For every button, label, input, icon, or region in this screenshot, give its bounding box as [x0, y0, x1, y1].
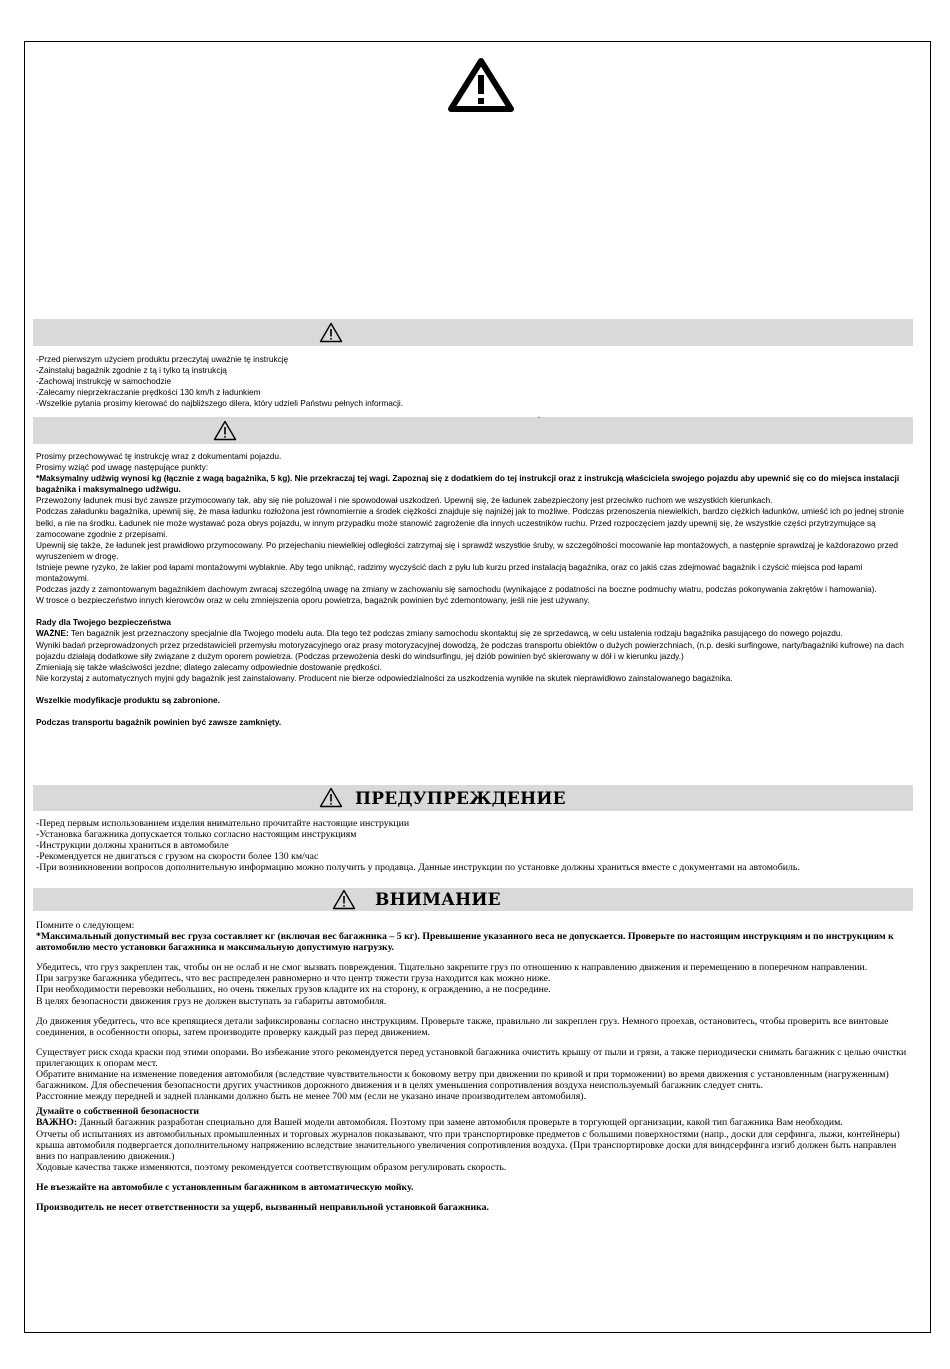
paragraph: Prosimy przechowywać tę instrukcję wraz z dokumentami pojazdu. [36, 451, 282, 461]
max-load-text: *Максимальный допустимый вес груза составляет кг (включая вес багажника – 5 кг). Превышение указанного веса не допускается. Проверьте по настоящим инструкциям и по инструкциям к автомобилю место установки багажника и максимальную допустимую нагрузку. [36, 931, 894, 954]
list-item: -Инструкции должны храниться в автомобиле [36, 840, 229, 852]
ru-attention-title: ВНИМАНИЕ [375, 890, 501, 910]
important-label: ВАЖНО: [36, 1117, 78, 1129]
ru-attention-body [36, 920, 908, 1213]
pl-warning-body [36, 451, 908, 728]
warning-icon [319, 322, 343, 343]
paragraph: Убедитесь, что груз закреплен так, чтобы он не ослаб и не смог вызвать повреждения. Тщательно закрепите груз по отношению к направлению движения и перемещению в поперечном направлении. При загрузке багажника убедитесь, что вес распределен равномерно и что центр тяжести груза находится как можно ниже. При необходимости перевозки небольших, но очень тяжелых грузов кладите их на сторону, к ограждению, а не посредине. В целях безопасности движения груз не должен выступать за габариты автомобиля. [36, 962, 868, 1007]
paragraph: Существует риск схода краски под этими опорами. Во избежание этого рекомендуется перед установкой багажника очистить крышу от пыли и грязи, а также периодически снимать багажник с целью очистки прилегающих к опорам мест. Обратите внимание на изменение поведения автомобиля (вследствие чувствительности к боковому ветру при движении по кривой и при торможении) во время движения с установленным (нагруженным) багажником. Для обеспечения безопасности других участников дорожного движения и в целях уменьшения сопротивления воздуха неиспользуемый багажник следует снять. Расстояние между передней и задней планками должно быть не менее 700 мм (если не указано иначе производителем автомобиля). [36, 1046, 907, 1103]
list-item: -Zainstaluj bagażnik zgodnie z tą i tylko tą instrukcją [36, 365, 227, 376]
paragraph: Prosimy wziąć pod uwagę następujące punkty: [36, 462, 209, 473]
important-label: WAŻNE: [36, 628, 69, 639]
stray-mark: ´ [538, 416, 541, 425]
liability-text: Производитель не несет ответственности за ущерб, вызванный неправильной установкой багажника. [36, 1201, 489, 1213]
no-modifications-text: Wszelkie modyfikacje produktu są zabronione. [36, 694, 220, 705]
paragraph: Wyniki badań przeprowadzonych przez przedstawicieli przemysłu motoryzacyjnego oraz prasy motoryzacyjnej dowodzą, że podczas transportu obiektów o dużych powierzchniach, (n.p. deski surfingowe, narty/bagażniki kufrowe) na dach pojazdu działają dodatkowe siły związane z dużym oporem powietrza. (Podczas przewożenia deski do windsurfingu, jej dziób powinien być skierowany w dół i w kierunku jazdy.) Zmieniają się także właściwości jezdne; dlatego zalecamy odpowiednie dostowanie prędkości. Nie korzystaj z automatycznych myjni gdy bagażnik jest zainstalowany. Producent nie bierze odpowiedzialności za uszkodzenia wynikłe na skutek nieprawidłowo zainstalowanego bagażnika. [36, 639, 904, 683]
list-item: -Установка багажника допускается только согласно настоящим инструкциям [36, 829, 357, 841]
paragraph: Отчеты об испытаниях из автомобильных промышленных и торговых журналов показывают, что при транспортировке предметов с большими поверхностями (напр., доски для серфинга, лыжи, контейнеры) крыша автомобиля подвергается дополнительному напряжению вследствие значительного увеличения сопротивления воздуха. (При транспортировке доски для виндсерфинга изгиб должен быть направлен вниз по направлению движения.) Ходовые качества также изменяются, поэтому рекомендуется соответствующим образом регулировать скорость. [36, 1128, 900, 1173]
list-item: -Przed pierwszym użyciem produktu przeczytaj uważnie tę instrukcję [36, 354, 289, 364]
list-item: -Wszelkie pytania prosimy kierować do najbliższego dilera, który udzieli Państwu pełnych informacji. [36, 398, 404, 409]
max-load-text: *Maksymalny udźwig wynosi kg (łącznie z wagą bagażnika, 5 kg). Nie przekraczaj tej wagi. Zapoznaj się z dodatkiem do tej instrukcji oraz z instrukcją właściciela swojego pojazdu aby upewnić się co do miejsca instalacji bagażnika i maksymalnego udźwigu. [36, 473, 900, 495]
warning-icon [319, 787, 343, 808]
safety-heading: Думайте о собственной безопасности [36, 1106, 199, 1118]
list-item: -Zalecamy nieprzekraczanie prędkości 130 km/h z ładunkiem [36, 387, 261, 398]
important-paragraph [36, 628, 908, 639]
list-item: -Zachowaj instrukcję w samochodzie [36, 376, 172, 387]
paragraph: До движения убедитесь, что все крепящиеся детали зафиксированы согласно инструкциям. Проверьте также, правильно ли закреплен груз. Немного проехав, остановитесь, чтобы проверить все винтовые соединения, в особенности опоры, затем производите проверку каждый раз перед движением. [36, 1015, 889, 1038]
list-item: -Рекомендуется не двигаться с грузом на скорости более 130 км/час [36, 851, 319, 863]
section-band-ru-warning [33, 785, 913, 811]
closed-transport-text: Podczas transportu bagażnik powinien być zawsze zamknięty. [36, 716, 282, 727]
pl-notice-list [36, 354, 908, 409]
warning-icon [332, 889, 356, 910]
ru-warning-title: ПРЕДУПРЕЖДЕНИЕ [355, 789, 566, 809]
paragraph: Помните о следующем: [36, 920, 135, 931]
important-paragraph [36, 1117, 908, 1128]
paragraph: Przewożony ładunek musi być zawsze przymocowany tak, aby się nie poluzował i nie spowodował uszkodzeń. Upewnij się, że ładunek zabezpieczony jest przeciwko ruchom we wszystkich kierunkach. Podczas załadunku bagażnika, upewnij się, że masa ładunku rozłożona jest równomiernie a środek ciężkości znajduje się najniżej jak to możliwe. Podczas przenoszenia niewielkich, bardzo ciężkich ładunków, umieść ich po jednej stronie belki, a nie na środku. Ładunek nie może wystawać poza obrys pojazdu, w innym przypadku może stanowić zagrożenie dla innych uczestników ruchu. Przed rozpoczęciem jazdy upewnij się, że wszystkie części przytrzymujące są zamocowane zgodnie z przepisami. Upewnij się także, że ładunek jest prawidłowo przymocowany. Po przejechaniu niewielkiej odległości zatrzymaj się i sprawdź wszystkie śruby, w szczególności mocowanie łap montażowych, a następnie sprawdzaj je każdorazowo przed wyruszeniem w drogę. Istnieje pewne ryzyko, że lakier pod łapami montażowymi wyblaknie. Aby tego uniknąć, radzimy wyczyścić dach z pyłu lub kurzu przed instalacją bagażnika, oraz co jakiś czas zdejmować bagażnik i czyścić miejsca pod łapami montażowymi. Podczas jazdy z zamontowanym bagażnikiem dachowym zwracaj szczególną uwagę na zmiany w zachowaniu się samochodu (wynikające z podatności na boczne podmuchy wiatru, podczas pokonywania zakrętów i hamowania). W trosce o bezpieczeństwo innych kierowców oraz w celu zmniejszenia oporu powietrza, bagażnik powinien być zdemontowany, jeśli nie jest używany. [36, 495, 904, 606]
safety-heading: Rady dla Twojego bezpieczeństwa [36, 617, 171, 628]
important-text: Данный багажник разработан специально для Вашей модели автомобиля. Поэтому при замене автомобиля проверьте в торгующей организации, какой тип багажника Вам необходим. [77, 1117, 843, 1129]
warning-icon [213, 420, 237, 441]
section-band-pl-notice [33, 319, 913, 346]
section-band-ru-attention [33, 888, 913, 911]
section-band-pl-warning [33, 417, 913, 444]
ru-warning-list [36, 818, 908, 873]
list-item: -При возникновении вопросов дополнительную информацию можно получить у продавца. Данные инструкции по установке должны храниться вместе с документами на автомобиль. [36, 862, 800, 874]
list-item: -Перед первым использованием изделия внимательно прочитайте настоящие инструкции [36, 818, 410, 829]
no-carwash-text: Не въезжайте на автомобиле с установленным багажником в автоматическую мойку. [36, 1181, 414, 1193]
warning-triangle-icon [448, 58, 514, 112]
important-text: Ten bagażnik jest przeznaczony specjalnie dla Twojego modelu auta. Dla tego też podczas zmiany samochodu skontaktuj się ze sprzedawcą, w celu ustalenia rodzaju bagażnika pasującego do nowego pojazdu. [68, 628, 843, 639]
